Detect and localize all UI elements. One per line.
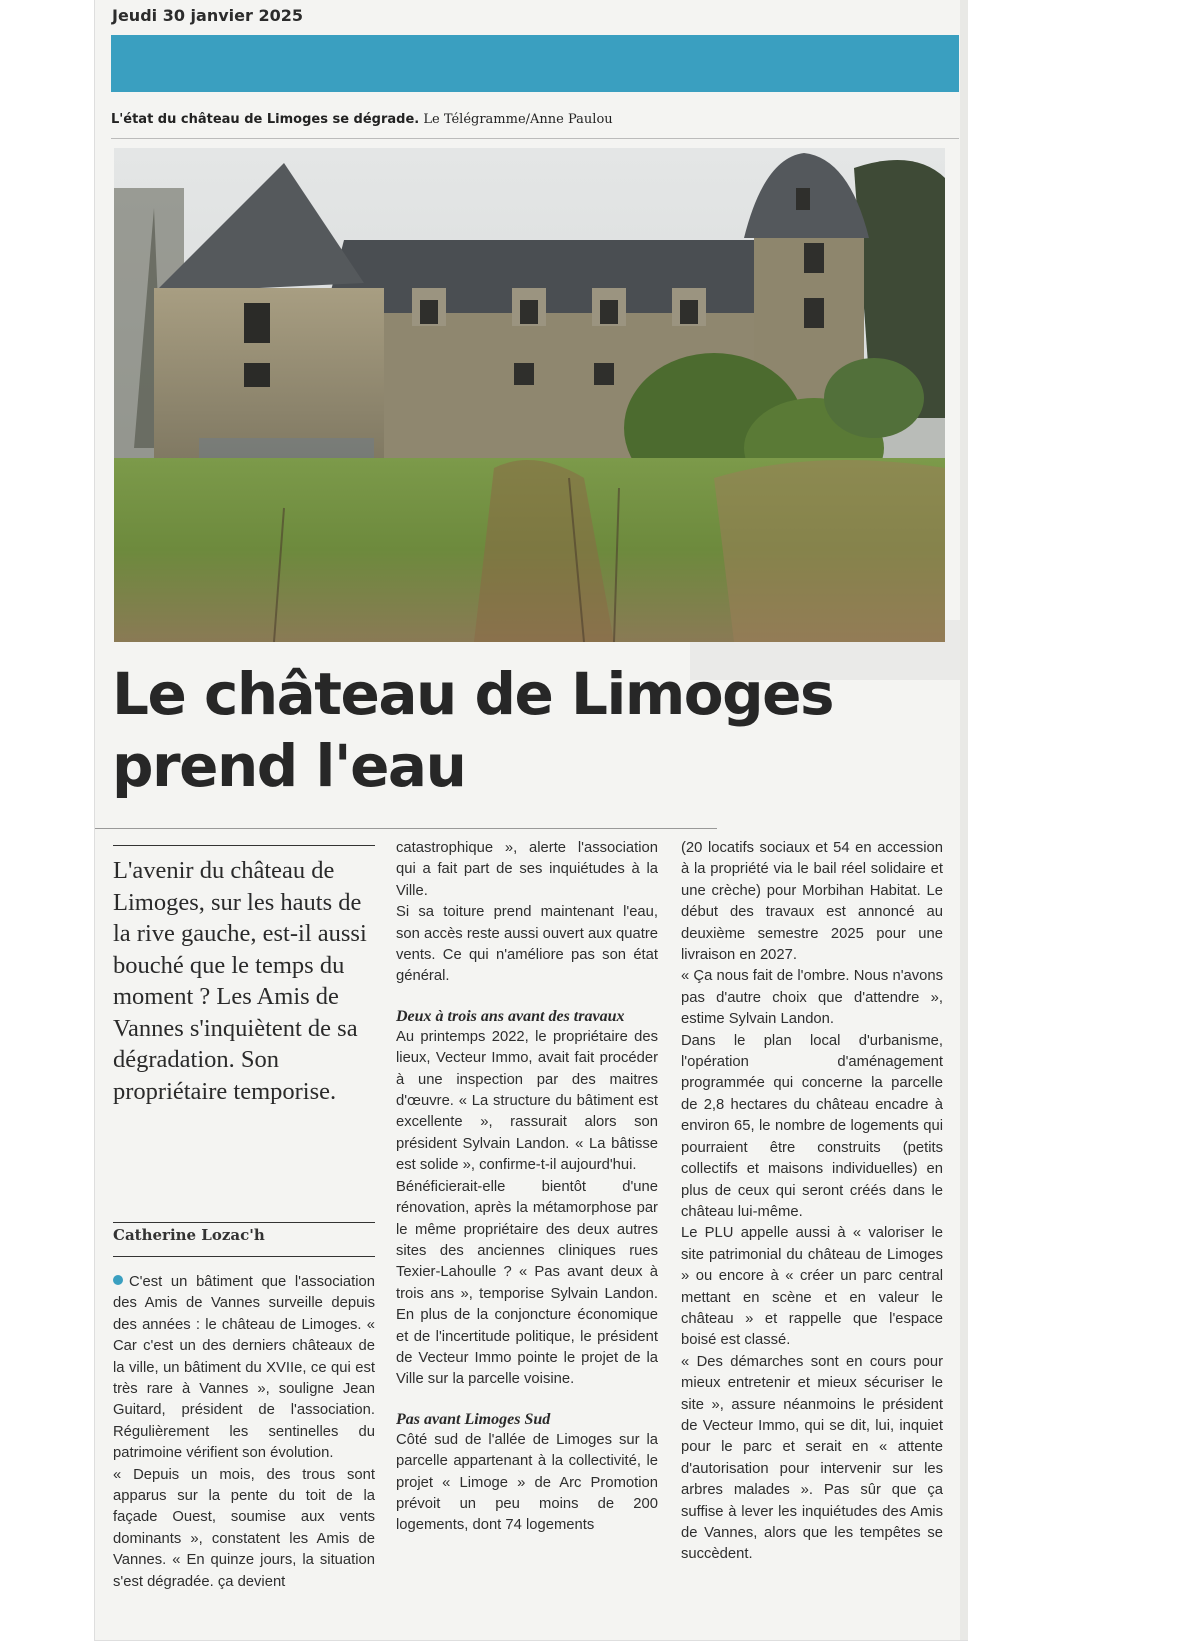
caption-rule xyxy=(111,138,959,139)
issue-date: Jeudi 30 janvier 2025 xyxy=(112,6,303,25)
chateau-photo-image xyxy=(114,148,945,642)
paragraph xyxy=(113,1272,375,1465)
paragraph: catastrophique », alerte l'association qui a fait part de ses inquiétudes à la Ville. xyxy=(396,840,658,899)
headline-line-2: prend l'eau xyxy=(112,732,466,800)
subheading: Deux à trois ans avant des travaux xyxy=(396,1007,625,1025)
author-top-rule xyxy=(113,1222,375,1223)
photo-caption xyxy=(111,112,613,127)
paragraph: Au printemps 2022, le propriétaire des lieux, Vecteur Immo, avait fait procéder à une inspection par des maitres d'œuvre. « La structure du bâtiment est excellente », rassurait alors son président Sylvain Landon. « La bâtisse est solide », confirme-t-il aujourd'hui. xyxy=(396,1028,658,1174)
article-author: Catherine Lozac'h xyxy=(113,1226,265,1244)
paragraph: Si sa toiture prend maintenant l'eau, son accès reste aussi ouvert aux quatre vents. Ce qui n'améliore pas son état général. xyxy=(396,904,658,985)
chapo-top-rule xyxy=(113,845,375,846)
article-column-2 xyxy=(396,838,658,1537)
article-headline xyxy=(112,658,912,802)
headline-rule xyxy=(95,828,717,829)
section-color-band xyxy=(111,35,959,92)
paragraph: Bénéficierait-elle bientôt d'une rénovation, après la métamorphose par le même propriétaire des deux autres sites des anciennes cliniques rues Texier-Lahoulle ? « Pas avant deux à trois ans », temporise Sylvain Landon. En plus de la conjoncture économique et de l'incertitude politique, le président de Vecteur Immo pointe le projet de la Ville sur la parcelle voisine. xyxy=(396,1178,658,1388)
paragraph: « Ça nous fait de l'ombre. Nous n'avons pas d'autre choix que d'attendre », estime Sylvain Landon. xyxy=(681,968,943,1028)
paragraph: Côté sud de l'allée de Limoges sur la parcelle appartenant à la collectivité, le projet « Limoge » de Arc Promotion prévoit un peu moins de 200 logements, dont 74 logements xyxy=(396,1431,658,1534)
clipping-edge xyxy=(960,0,968,1640)
caption-text: L'état du château de Limoges se dégrade. xyxy=(111,112,420,127)
paragraph: Le PLU appelle aussi à « valoriser le site patrimonial du château de Limoges » ou encore à « créer un parc central mettant en scène et en valeur le château » et rappelle que l'espace boisé est classé. xyxy=(681,1225,943,1349)
article-column-1 xyxy=(113,1272,375,1593)
headline-line-1: Le château de Limoges xyxy=(112,660,834,728)
chateau-photo xyxy=(114,148,945,642)
author-bottom-rule xyxy=(113,1256,375,1257)
photo-credit: Le Télégramme/Anne Paulou xyxy=(423,112,613,127)
article-lead: L'avenir du château de Limoges, sur les hauts de la rive gauche, est-il aussi bouché que le temps du moment ? Les Amis de Vannes s'inquiètent de sa dégradation. Son propriétaire temporise. xyxy=(113,857,367,1105)
subheading: Pas avant Limoges Sud xyxy=(396,1410,551,1428)
paragraph: « Depuis un mois, des trous sont apparus sur la pente du toit de la façade Ouest, soumise aux vents dominants », constatent les Amis de Vannes. « En quinze jours, la situation s'est dégradée. ça devient xyxy=(113,1466,375,1590)
paragraph: Dans le plan local d'urbanisme, l'opération d'aménagement programmée qui concerne la parcelle de 2,8 hectares du château encadre à environ 65, le nombre de logements qui pourraient être construits (petits collectifs et maisons individuelles) en plus de ceux qui seront créés dans le château lui-même. xyxy=(681,1032,943,1220)
paragraph-text: C'est un bâtiment que l'association des Amis de Vannes surveille depuis des années : le château de Limoges. « Car c'est un des derniers châteaux de la ville, un bâtiment du XVIIe, ce qui est très rare à Vannes », souligne Jean Guitard, président de l'association. Régulièrement les sentinelles du patrimoine vérifient son évolution. xyxy=(113,1274,375,1462)
article-column-3 xyxy=(681,838,943,1566)
paragraph: (20 locatifs sociaux et 54 en accession à la propriété via le bail réel solidaire et une crèche) pour Morbihan Habitat. Le début des travaux est annoncé au deuxième semestre 2025 pour une livraison en 2027. xyxy=(681,840,943,964)
paragraph: « Des démarches sont en cours pour mieux entretenir et mieux sécuriser le site », assure néanmoins le président de Vecteur Immo, qui se dit, lui, inquiet pour le parc et serait en « attente d'autorisation pour intervenir sur les arbres malades ». Pas sûr que ça suffise à lever les inquiétudes des Amis de Vannes, alors que les tempêtes se succèdent. xyxy=(681,1353,943,1563)
bullet-dot-icon xyxy=(113,1275,123,1285)
